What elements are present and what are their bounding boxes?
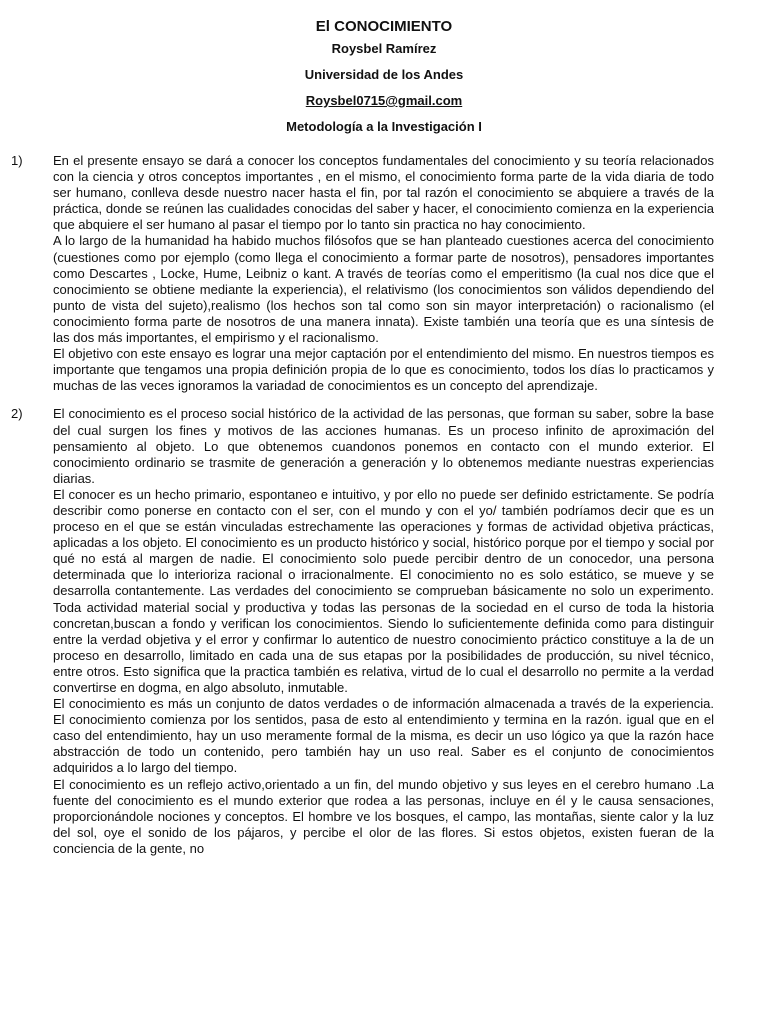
paragraph: En el presente ensayo se dará a conocer los conceptos fundamentales del conocimiento y su teoría relacionados con la ciencia y otros conceptos importantes , en el mismo, el conocimiento forma parte de la vida diaria de todo ser humano, conlleva desde nuestro nacer hasta el fin, por tal razón el conocimiento se abquiere a través de la práctica, donde se reúnen las cualidades conocidas del saber y hacer, el conocimiento comienza en la experiencia que abquiere el ser humano al pasar el tiempo por lo tanto sin practica no hay conocimiento. — [53, 153, 714, 233]
section-2 — [11, 406, 714, 857]
university-name: Universidad de los Andes — [304, 67, 464, 82]
paragraph: El conocimiento es el proceso social histórico de la actividad de las personas, que forman su saber, sobre la base del cual surgen los fines y motivos de las acciones humanas. Es un proceso infinito de aproximación del pensamiento al objeto. Lo que obtenemos cuandonos ponemos en contacto con el mundo exterior. El conocimiento ordinario se trasmite de generación a generación y lo obtenemos mediante nuestras experiencias diarias. — [53, 406, 714, 486]
document-title: El CONOCIMIENTO — [315, 18, 453, 35]
section-number: 2) — [11, 406, 23, 422]
author-name: Roysbel Ramírez — [331, 41, 437, 56]
course-name: Metodología a la Investigación I — [286, 119, 482, 134]
paragraph: El conocer es un hecho primario, espontaneo e intuitivo, y por ello no puede ser definido estrictamente. Se podría describir como ponerse en contacto con el ser, con el mundo y con el yo/ también podríamos decir que es un proceso en el que se están vinculadas estrechamente las operaciones y formas de actividad objetiva prácticas, aplicadas a los objeto. El conocimiento es un producto histórico y social, histórico porque por el tiempo y social por qué no está al margen de nadie. El conocimiento solo puede percibir dentro de un conocedor, una persona determinada que lo interioriza racional o irracionalmente. El conocimiento no es solo estático, se mueve y se desarrolla contantemente. Las verdades del conocimiento se comprueban básicamente no solo un experimento. Toda actividad material social y productiva y todas las personas de la sociedad en el curso de toda la historia concretan,buscan a fondo y verifican los conocimientos. Siendo lo suficientemente definida como para distinguir entre la verdad objetiva y el error y confirmar lo autentico de nuestro conocimiento práctico constituye a la de un proceso en desarrollo, limitado en cada una de sus etapas por la posibilidades de producción, su nivel técnico, entre otros. Esto significa que la practica también es relativa, virtud de lo cual el desarrollo no permite a la verdad convertirse en dogma, en algo absoluto, inmutable. — [53, 486, 714, 695]
paragraph: El objetivo con este ensayo es lograr una mejor captación por el entendimiento del mismo. En nuestros tiempos es importante que tengamos una propia definición propia de lo que es conocimiento, todos los días lo practicamos y muchas de las veces ignoramos la variadad de conocimientos es un concepto del aprendizaje. — [53, 346, 714, 394]
author-email-link[interactable]: Roysbel0715@gmail.com — [305, 93, 463, 108]
paragraph: El conocimiento es un reflejo activo,orientado a un fin, del mundo objetivo y sus leyes en el cerebro humano .La fuente del conocimiento es el mundo exterior que rodea a las personas, incluye en él y le causa sensaciones, proporcionándole nociones y conceptos. El hombre ve los bosques, el campo, las montañas, siente calor y la luz del sol, oye el sonido de los pájaros, y percibe el olor de las flores. Si estos objetos, existen fueran de la conciencia de la gente, no — [53, 776, 714, 856]
paragraph: A lo largo de la humanidad ha habido muchos filósofos que se han planteado cuestiones acerca del conocimiento (cuestiones como por ejemplo (como llega el conocimiento a formar parte de nosotros), pensadores importantes como Descartes , Locke, Hume, Leibniz o kant. A través de teorías como el emperitismo (la cual nos dice que el conocimiento se obtiene mediante la experiencia), el relativismo (los conocimientos son válidos dependiendo del punto de vista del sujeto),realismo (los hechos son tal como son sin mayor interpretación) o racionalismo (el conocimiento forma parte de nosotros de una manera innata). Existe también una teoría que es una síntesis de las dos más importantes, el empirismo y el racionalismo. — [53, 233, 714, 346]
section-number: 1) — [11, 153, 23, 168]
section-1 — [11, 153, 714, 394]
paragraph: El conocimiento es más un conjunto de datos verdades o de información almacenada a través de la experiencia. El conocimiento comienza por los sentidos, pasa de esto al entendimiento y termina en la razón. igual que en el caso del entendimiento, hay un uso meramente formal de la misma, es decir un uso lógico ya que la razón hace abstracción de todo un contenido, pero también hay un uso real. Saber es el conjunto de conocimientos adquiridos a lo largo del tiempo. — [53, 696, 714, 776]
document-header — [0, 18, 768, 135]
